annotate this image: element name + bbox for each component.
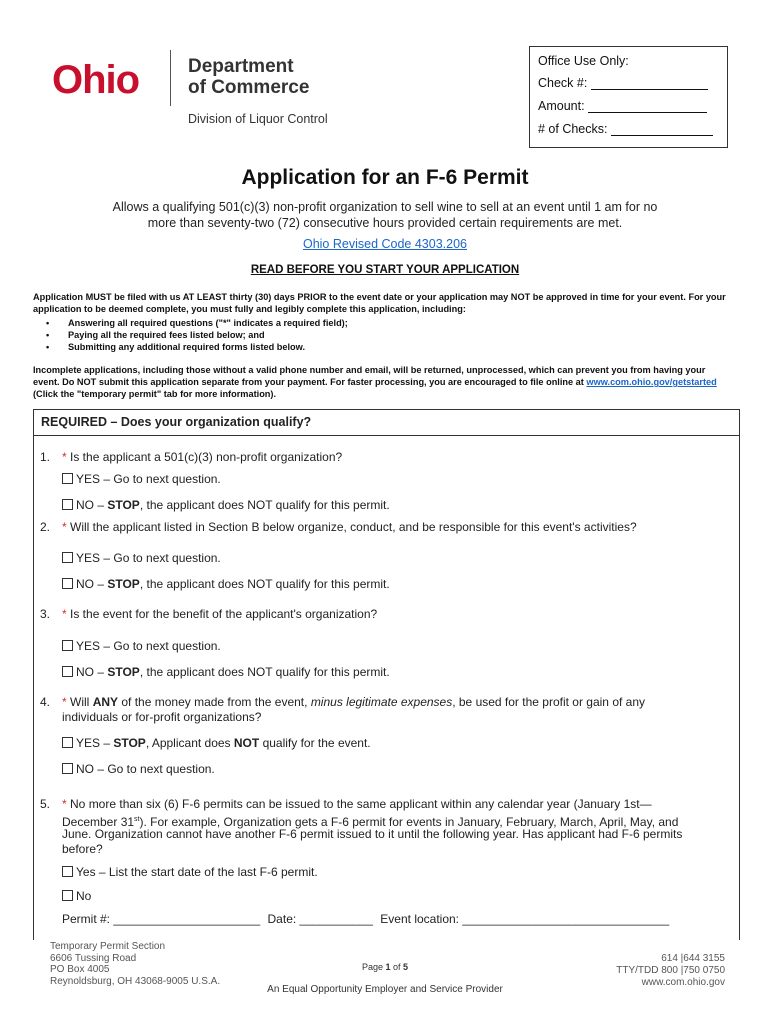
- division-name: Division of Liquor Control: [188, 112, 328, 126]
- page-title: Application for an F-6 Permit: [241, 166, 529, 189]
- permit-number-field[interactable]: Permit #: ______________________: [62, 912, 261, 926]
- question-text: Is the event for the benefit of the applicant's organization?: [70, 607, 378, 621]
- question-text: ). For example, Organization gets a F-6 permit for events in January, February, March, April, May, and: [139, 815, 679, 829]
- checkbox-icon[interactable]: [62, 866, 73, 877]
- q5-no-option[interactable]: [62, 889, 91, 903]
- num-checks-field[interactable]: [611, 123, 713, 136]
- amount-label: Amount:: [538, 99, 585, 113]
- date-field[interactable]: Date: ___________: [267, 912, 373, 926]
- footer-contact: [560, 953, 725, 989]
- q2-yes-option[interactable]: [62, 551, 221, 565]
- checkbox-icon[interactable]: [62, 552, 73, 563]
- question-text: Will: [70, 695, 93, 709]
- tty-number: TTY/TDD 800 |750 0750: [616, 965, 725, 976]
- question-5: [40, 797, 652, 812]
- required-asterisk: *: [62, 450, 67, 464]
- option-label: NO –: [76, 665, 108, 679]
- instructions-tail: (Click the "temporary permit" tab for more information).: [33, 389, 277, 399]
- footer-address-line: 6606 Tussing Road: [50, 952, 137, 964]
- check-number-label: Check #:: [538, 76, 588, 90]
- num-checks-row: [538, 122, 713, 136]
- checkbox-icon[interactable]: [62, 473, 73, 484]
- footer-address-line: Reynoldsburg, OH 43068-9005 U.S.A.: [50, 975, 221, 987]
- required-heading: [34, 410, 739, 436]
- question-text: No more than six (6) F-6 permits can be issued to the same applicant within any calendar year (January 1st—: [70, 797, 652, 811]
- q1-yes-option[interactable]: [62, 472, 221, 486]
- stop-label: STOP: [107, 577, 140, 591]
- checkbox-icon[interactable]: [62, 666, 73, 677]
- option-label: YES – Go to next question.: [76, 551, 221, 565]
- question-2: [40, 520, 637, 535]
- event-location-field[interactable]: Event location: _______________________________: [380, 912, 670, 926]
- question-text: of the money made from the event,: [118, 695, 311, 709]
- question-text: Is the applicant a 501(c)(3) non-profit organization?: [70, 450, 343, 464]
- q1-no-option[interactable]: [62, 498, 390, 512]
- q4-yes-option[interactable]: [62, 736, 371, 750]
- option-label: YES – Go to next question.: [76, 639, 221, 653]
- question-5-line-4: before?: [62, 842, 103, 856]
- page-label: of: [390, 962, 404, 972]
- question-number: 4.: [40, 695, 51, 709]
- option-label: , Applicant does: [145, 736, 234, 750]
- logo-mark: Ohio: [52, 58, 140, 102]
- question-text: Will the applicant listed in Section B below organize, conduct, and be responsible for this event's activities?: [70, 520, 637, 534]
- checkbox-icon[interactable]: [62, 763, 73, 774]
- not-label: NOT: [233, 736, 260, 750]
- office-use-box: [529, 46, 728, 148]
- page-current: 1: [385, 962, 391, 972]
- phone-number: 614 |644 3155: [661, 953, 725, 964]
- amount-field[interactable]: [588, 100, 707, 113]
- instructions-paragraph-2: [33, 364, 733, 400]
- requirement-item: • Submitting any additional required forms listed below.: [46, 341, 348, 353]
- question-number: 3.: [40, 607, 51, 621]
- equal-opportunity-notice: An Equal Opportunity Employer and Service Provider: [267, 984, 503, 995]
- stop-label: STOP: [113, 736, 146, 750]
- page-total: 5: [403, 962, 409, 972]
- department-name: [188, 56, 309, 98]
- check-number-field[interactable]: [591, 77, 708, 90]
- required-asterisk: *: [62, 695, 67, 709]
- getstarted-link[interactable]: www.com.ohio.gov/getstarted: [586, 377, 717, 387]
- page-subtitle: Allows a qualifying 501(c)(3) non-profit organization to sell wine to sell at an event until 1 am for no more than seventy-two (72) consecutive hours provided certain requirements are met.: [112, 200, 658, 230]
- option-label-tail: , the applicant does NOT qualify for this permit.: [139, 577, 390, 591]
- option-label: NO – Go to next question.: [76, 762, 215, 776]
- amount-row: [538, 99, 707, 113]
- permit-details-row: [62, 912, 669, 926]
- question-number: 2.: [40, 520, 51, 534]
- q3-yes-option[interactable]: [62, 639, 221, 653]
- required-asterisk: *: [62, 520, 67, 534]
- required-asterisk: *: [62, 607, 67, 621]
- page-label: Page: [361, 962, 386, 972]
- q3-no-option[interactable]: [62, 665, 390, 679]
- question-4: [40, 695, 645, 710]
- question-4-line-2: individuals or for-profit organizations?: [62, 710, 262, 724]
- question-5-line-3: June. Organization cannot have another F-6 permit issued to it until the following year. Has applicant had F-6 permits: [62, 827, 683, 841]
- check-number-row: [538, 76, 708, 90]
- read-before-heading: READ BEFORE YOU START YOUR APPLICATION: [250, 264, 520, 276]
- ohio-revised-code-link[interactable]: Ohio Revised Code 4303.206: [302, 237, 467, 251]
- required-heading-text: REQUIRED – Does your organization qualify?: [41, 415, 312, 429]
- dept-line-1: Department: [188, 56, 294, 77]
- option-label: YES –: [76, 736, 114, 750]
- q2-no-option[interactable]: [62, 577, 390, 591]
- website-link[interactable]: www.com.ohio.gov: [641, 977, 725, 988]
- q4-no-option[interactable]: [62, 762, 215, 776]
- stop-label: STOP: [107, 498, 140, 512]
- required-asterisk: *: [62, 797, 67, 811]
- option-label-tail: qualify for the event.: [259, 736, 371, 750]
- requirement-item: • Answering all required questions ("*" indicates a required field);: [46, 317, 348, 329]
- instructions-text: Incomplete applications, including those without a valid phone number and email, will be returned, unprocessed, which can prevent you from having your event. Do NOT submit this application separate from your payment. For faster processing, you are encouraged to file online at: [33, 365, 706, 387]
- logo-divider: [170, 50, 171, 106]
- requirements-list: [46, 317, 348, 353]
- checkbox-icon[interactable]: [62, 737, 73, 748]
- option-label: NO –: [76, 498, 108, 512]
- emphasis-any: ANY: [92, 695, 119, 709]
- stop-label: STOP: [107, 665, 140, 679]
- num-checks-label: # of Checks:: [538, 122, 608, 136]
- option-label-tail: , the applicant does NOT qualify for this permit.: [139, 498, 390, 512]
- question-1: [40, 450, 342, 465]
- option-label: No: [76, 889, 92, 903]
- q5-yes-option[interactable]: [62, 865, 318, 879]
- dept-line-2: of Commerce: [188, 77, 310, 98]
- requirement-item: • Paying all the required fees listed below; and: [46, 329, 348, 341]
- checkbox-icon[interactable]: [62, 640, 73, 651]
- checkbox-icon[interactable]: [62, 499, 73, 510]
- ordinal-suffix: st: [134, 816, 140, 823]
- checkbox-icon[interactable]: [62, 890, 73, 901]
- question-text: December 31: [62, 815, 135, 829]
- ohio-logo: [52, 58, 139, 103]
- option-label: NO –: [76, 577, 108, 591]
- office-use-title: Office Use Only:: [538, 54, 629, 68]
- option-label: YES – Go to next question.: [76, 472, 221, 486]
- footer-address-line: Temporary Permit Section: [50, 941, 166, 952]
- question-number: 5.: [40, 797, 51, 811]
- instructions-paragraph-1: Application MUST be filed with us AT LEAST thirty (30) days PRIOR to the event date or your application may NOT be approved in time for your event. For your application to be deemed complete, you must fully and legibly complete this application, including:: [33, 292, 726, 314]
- footer-address-line: PO Box 4005: [50, 964, 110, 975]
- question-3: [40, 607, 377, 622]
- option-label-tail: , the applicant does NOT qualify for this permit.: [139, 665, 390, 679]
- option-label: Yes – List the start date of the last F-6 permit.: [76, 865, 318, 879]
- question-number: 1.: [40, 450, 51, 464]
- question-text: , be used for the profit or gain of any: [452, 695, 646, 709]
- checkbox-icon[interactable]: [62, 578, 73, 589]
- emphasis-expenses: minus legitimate expenses: [310, 695, 453, 709]
